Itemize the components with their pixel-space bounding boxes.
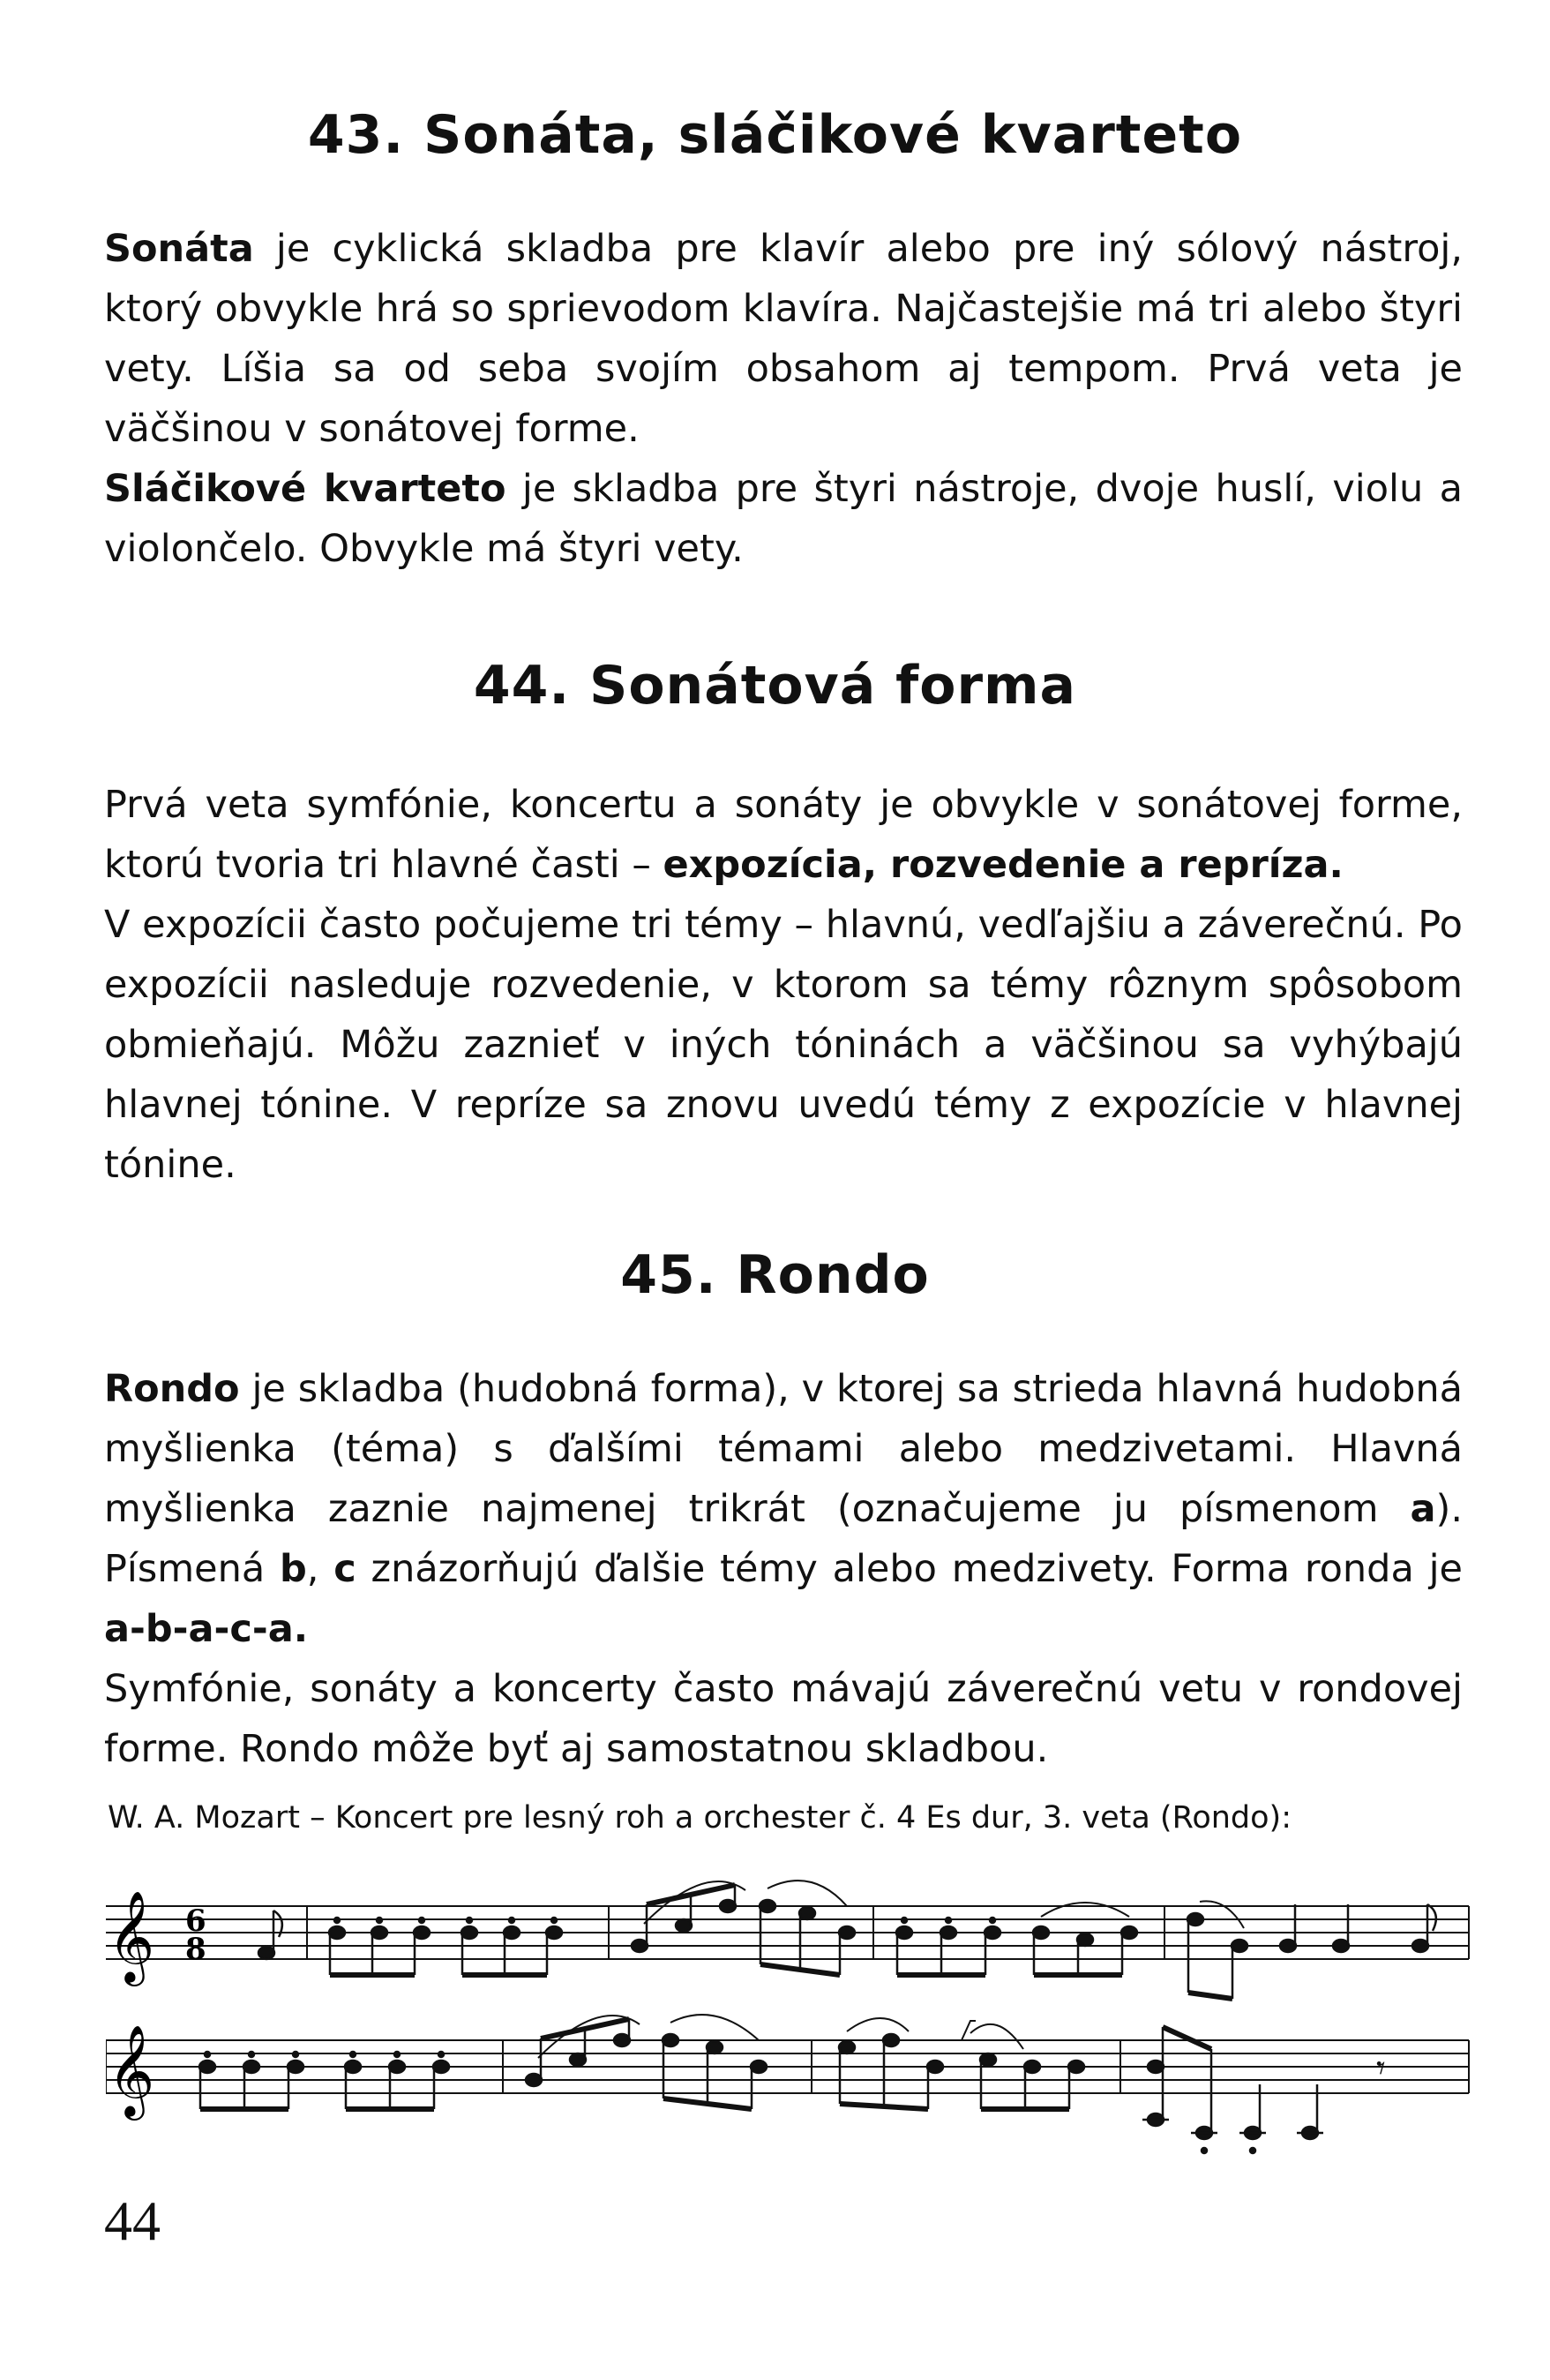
section-body-44 xyxy=(104,775,1463,1195)
text-run: je skladba (hudobná forma), v ktorej sa strieda hlavná hudobná myšlienka (téma) s ďalšími témami alebo medzivetami. Hlavná myšlienka zaznie najmenej trikrát (označujeme ju písmenom xyxy=(104,1367,1463,1531)
music-staff-1 xyxy=(106,1871,1478,2021)
measure-8 xyxy=(839,2018,1084,2109)
measure-7 xyxy=(526,2015,767,2109)
bold-text: b xyxy=(280,1547,307,1591)
text-run: znázorňujú ďalšie témy alebo medzivety. Forma ronda je xyxy=(356,1547,1463,1591)
text-run: , xyxy=(306,1547,334,1591)
treble-clef-icon: 𝄞 xyxy=(108,2024,155,2117)
paragraph xyxy=(104,459,1463,579)
music-caption: W. A. Mozart – Koncert pre lesný roh a orchester č. 4 Es dur, 3. veta (Rondo): xyxy=(108,1800,1292,1836)
bold-text: c xyxy=(333,1547,356,1591)
paragraph xyxy=(104,1659,1463,1779)
text-run: je skladba pre štyri nástroje, dvoje huslí, violu a violončelo. Obvykle má štyri vety. xyxy=(104,467,1463,571)
text-run: ). Písmená xyxy=(104,1487,1463,1591)
paragraph xyxy=(104,895,1463,1195)
section-body-43 xyxy=(104,219,1463,579)
bold-text: a-b-a-c-a. xyxy=(104,1607,309,1651)
time-signature-bottom: 8 xyxy=(185,1932,206,1967)
svg-text:𝄾: 𝄾 xyxy=(1376,2048,1386,2089)
bold-text: Sláčikové kvarteto xyxy=(104,467,506,511)
bold-text: expozícia, rozvedenie a repríza. xyxy=(663,843,1344,887)
text-run: V expozícii často počujeme tri témy – hlavnú, vedľajšiu a záverečnú. Po expozícii nasleduje rozvedenie, v ktorom sa témy rôznym spôsobom obmieňajú. Môžu zaznieť v iných tóninách a väčšinou sa vyhýbajú hlavnej tónine. V repríze sa znovu uvedú témy z expozície v hlavnej tónine. xyxy=(104,903,1463,1187)
section-title-45: 45. Rondo xyxy=(620,1244,930,1306)
measure-9 xyxy=(1142,2027,1386,2153)
text-run: Prvá veta symfónie, koncertu a sonáty je obvykle v sonátovej forme, ktorú tvoria tri hlavné časti – xyxy=(104,783,1463,887)
paragraph xyxy=(104,219,1463,459)
text-run: Symfónie, sonáty a koncerty často mávajú záverečnú vetu v rondovej forme. Rondo môže byť aj samostatnou skladbou. xyxy=(104,1667,1463,1771)
paragraph xyxy=(104,1359,1463,1659)
bold-text: Sonáta xyxy=(104,227,254,271)
section-title-43: 43. Sonáta, sláčikové kvarteto xyxy=(307,104,1243,166)
measure-5 xyxy=(1187,1901,1436,1999)
bold-text: a xyxy=(1410,1487,1436,1531)
music-staff-2 xyxy=(106,2005,1478,2190)
note-pickup xyxy=(258,1911,282,1959)
measure-3 xyxy=(632,1881,855,1975)
paragraph xyxy=(104,775,1463,895)
time-signature-top: 6 xyxy=(185,1903,206,1939)
treble-clef-icon: 𝄞 xyxy=(108,1890,155,1983)
page-number: 44 xyxy=(104,2189,161,2252)
bold-text: Rondo xyxy=(104,1367,240,1411)
measure-4 xyxy=(896,1903,1137,1975)
section-title-44: 44. Sonátová forma xyxy=(473,655,1077,717)
section-body-45 xyxy=(104,1359,1463,1779)
text-run: je cyklická skladba pre klavír alebo pre iný sólový nástroj, ktorý obvykle hrá so sprievodom klavíra. Najčastejšie má tri alebo štyri vety. Líšia sa od seba svojím obsahom aj tempom. Prvá veta je väčšinou v sonátovej forme. xyxy=(104,227,1463,451)
